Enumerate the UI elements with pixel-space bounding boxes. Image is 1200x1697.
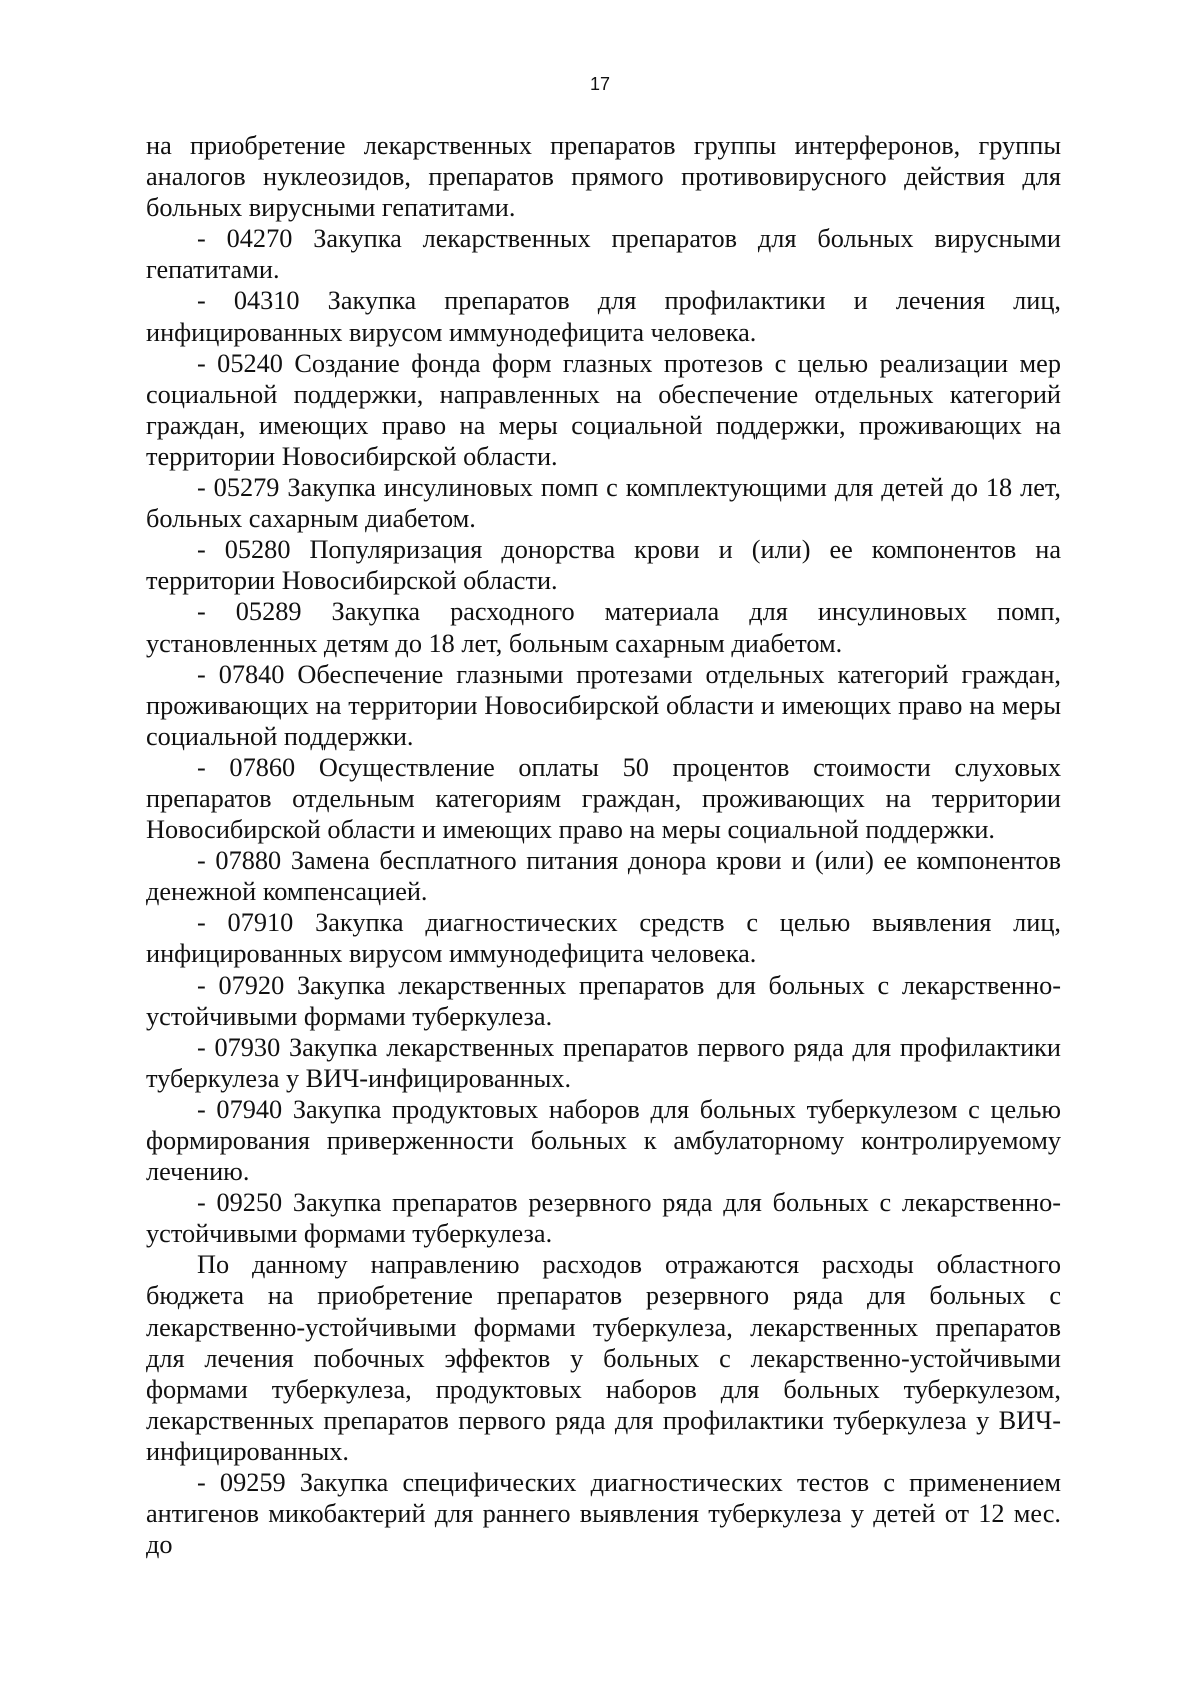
paragraph-04310: - 04310 Закупка препаратов для профилактики и лечения лиц, инфицированных вирусом иммунодефицита человека. xyxy=(146,286,1061,347)
paragraph-04270: - 04270 Закупка лекарственных препаратов для больных вирусными гепатитами. xyxy=(146,224,1061,285)
paragraph-07920: - 07920 Закупка лекарственных препаратов для больных с лекарственно-устойчивыми формами туберкулеза. xyxy=(146,970,1061,1031)
paragraph-07940: - 07940 Закупка продуктовых наборов для больных туберкулезом с целью формирования приверженности больных к амбулаторному контролируемому лечению. xyxy=(146,1094,1061,1187)
paragraph-continuation: на приобретение лекарственных препаратов группы интерферонов, группы аналогов нуклеозидов, препаратов прямого противовирусного действия для больных вирусными гепатитами. xyxy=(146,131,1061,223)
paragraph-07930: - 07930 Закупка лекарственных препаратов первого ряда для профилактики туберкулеза у ВИЧ-инфицированных. xyxy=(146,1032,1061,1093)
paragraph-05240: - 05240 Создание фонда форм глазных протезов с целью реализации мер социальной поддержки, направленных на обеспечение отдельных категорий граждан, имеющих право на меры социальной поддержки, проживающих на территории Новосибирской области. xyxy=(146,348,1061,471)
paragraph-09259: - 09259 Закупка специфических диагностических тестов с применением антигенов микобактерий для раннего выявления туберкулеза у детей от 12 мес. до xyxy=(146,1468,1061,1560)
paragraph-07880: - 07880 Замена бесплатного питания донора крови и (или) ее компонентов денежной компенсацией. xyxy=(146,846,1061,907)
paragraph-07840: - 07840 Обеспечение глазными протезами отдельных категорий граждан, проживающих на территории Новосибирской области и имеющих право на меры социальной поддержки. xyxy=(146,659,1061,751)
paragraph-09250: - 09250 Закупка препаратов резервного ряда для больных с лекарственно-устойчивыми формами туберкулеза. xyxy=(146,1188,1061,1249)
page-number: 17 xyxy=(589,74,611,94)
body-text xyxy=(146,130,1061,1560)
paragraph-05280: - 05280 Популяризация донорства крови и (или) ее компонентов на территории Новосибирской области. xyxy=(146,535,1061,596)
paragraph-07860: - 07860 Осуществление оплаты 50 процентов стоимости слуховых препаратов отдельным категориям граждан, проживающих на территории Новосибирской области и имеющих право на меры социальной поддержки. xyxy=(146,752,1061,845)
paragraph-07910: - 07910 Закупка диагностических средств с целью выявления лиц, инфицированных вирусом иммунодефицита человека. xyxy=(146,908,1061,969)
paragraph-05289: - 05289 Закупка расходного материала для инсулиновых помп, установленных детям до 18 лет, больным сахарным диабетом. xyxy=(146,597,1061,658)
paragraph-05279: - 05279 Закупка инсулиновых помп с комплектующими для детей до 18 лет, больных сахарным диабетом. xyxy=(146,473,1061,534)
paragraph-expenses-description: По данному направлению расходов отражаются расходы областного бюджета на приобретение препаратов резервного ряда для больных с лекарственно-устойчивыми формами туберкулеза, лекарственных препаратов для лечения побочных эффектов у больных с лекарственно-устойчивыми формами туберкулеза, продуктовых наборов для больных туберкулезом, лекарственных препаратов первого ряда для профилактики туберкулеза у ВИЧ-инфицированных. xyxy=(146,1250,1061,1466)
